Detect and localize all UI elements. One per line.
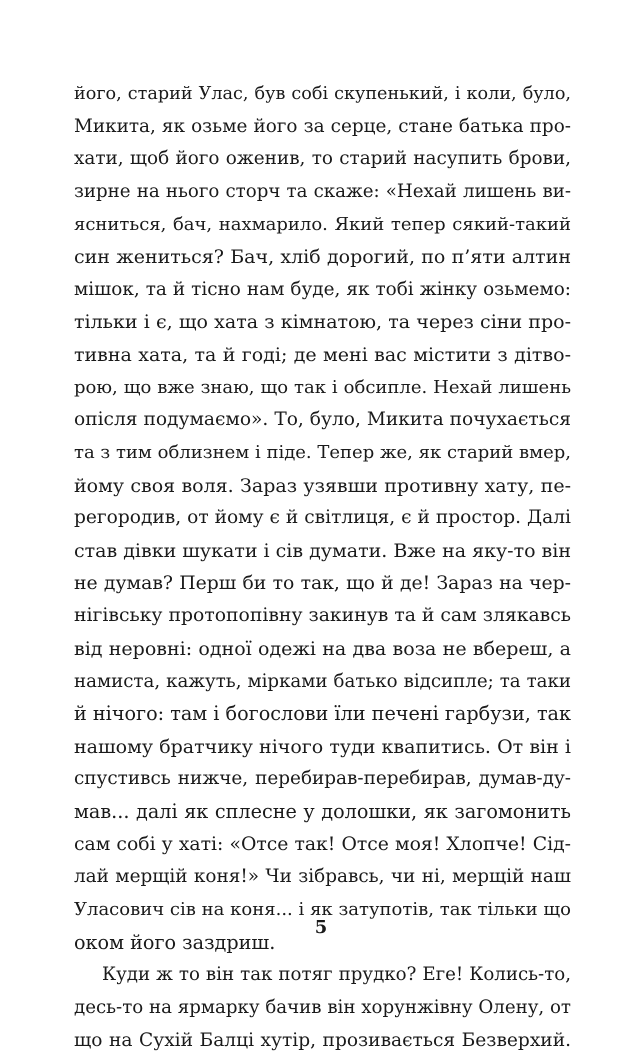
text-line: від неровні: одної одежі на два воза не вбереш, а: [74, 637, 571, 660]
text-line: намиста, кажуть, мірками батько відсипле; та таки: [74, 670, 571, 692]
text-line: регородив, от йому є й світлиця, є й простор. Далі: [74, 507, 571, 529]
text-line: син жениться? Бач, хліб дорогий, по п’яти алтин: [74, 246, 571, 269]
text-line: Куди ж то він так потяг прудко? Еге! Колись-то,: [102, 964, 571, 986]
text-line: Микита, як озьме його за серце, стане батька про-: [74, 115, 571, 137]
text-line: Уласович сів на коня... і як затупотів, так тільки що: [74, 899, 571, 921]
text-line: його, старий Улас, був собі скупенький, і коли, було,: [74, 84, 571, 104]
page-number: 5: [314, 917, 328, 938]
text-line: нігівську протопопівну закинув та й сам злякавсь: [74, 605, 571, 627]
text-line: та з тим облизнем і піде. Тепер же, як старий вмер,: [74, 442, 571, 464]
text-line: не думав? Перш би то так, що й де! Зараз на чер-: [74, 572, 571, 594]
text-line: тивна хата, та й годі; де мені вас містити з дітво-: [74, 344, 571, 367]
text-line: десь-то на ярмарку бачив він хорунжівну Олену, от: [74, 996, 571, 1018]
text-line: опісля подумаємо». То, було, Микита почухається: [74, 409, 571, 431]
text-line: мав... далі як сплесне у долошки, як загомонить: [74, 800, 571, 824]
text-line: хати, щоб його оженив, то старий насупить брови,: [74, 148, 571, 170]
text-line: оком його заздриш.: [74, 930, 276, 954]
text-line: ясниться, бач, нахмарило. Який тепер сякий-такий: [74, 213, 571, 235]
paragraph-2: [74, 959, 571, 1057]
text-line: лай мерщій коня!» Чи зібравсь, чи ні, мерщій наш: [74, 866, 571, 888]
text-line: тільки і є, що хата з кімнатою, та через сіни про-: [74, 311, 571, 334]
text-line: нашому братчику нічого туди квапитись. От він і: [74, 735, 571, 758]
text-line: спустивсь нижче, перебирав-перебирав, думав-ду-: [74, 768, 571, 790]
paragraph-1: [74, 78, 571, 959]
text-line: що на Сухій Балці хутір, прозивається Безверхий.: [74, 1029, 571, 1051]
text-line: зирне на нього сторч та скаже: «Нехай лишень ви-: [74, 180, 571, 202]
text-line: йому своя воля. Зараз узявши противну хату, пе-: [74, 474, 571, 497]
text-line: рою, що вже знаю, що так і обсипле. Нехай лишень: [74, 376, 571, 398]
text-line: мішок, та й тісно нам буде, як тобі жінку озьмемо:: [74, 278, 571, 300]
text-line: сам собі у хаті: «Отсе так! Отсе моя! Хлопче! Сід-: [74, 833, 571, 855]
text-body: [74, 78, 571, 1057]
text-line: став дівки шукати і сів думати. Вже на яку-то він: [74, 539, 571, 562]
text-line: й нічого: там і богослови їли печені гарбузи, так: [74, 702, 571, 726]
